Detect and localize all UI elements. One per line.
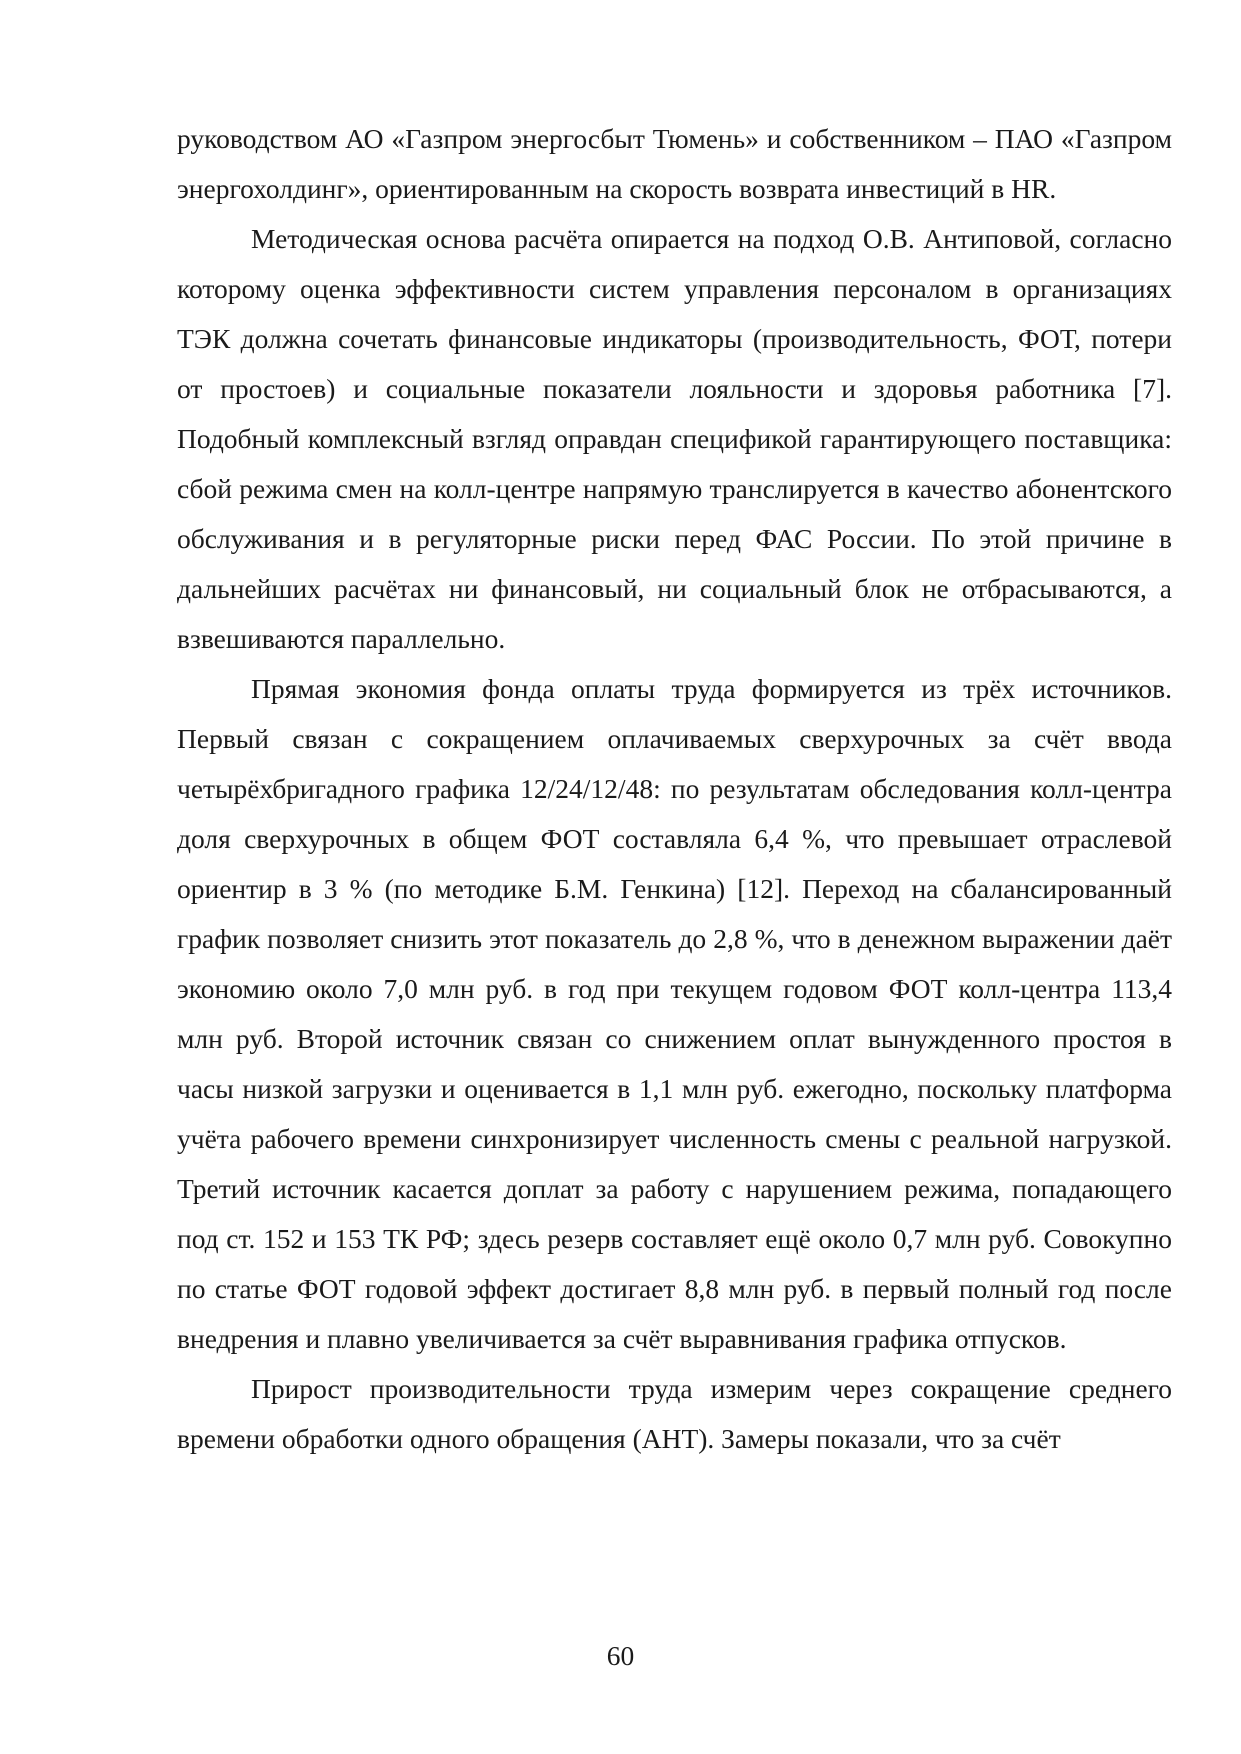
body-text	[177, 114, 1172, 1464]
paragraph-continuation: руководством АО «Газпром энергосбыт Тюмень» и собственником – ПАО «Газпром энергохолдинг», ориентированным на скорость возврата инвестиций в HR.	[177, 123, 1172, 204]
paragraph-methodology: Методическая основа расчёта опирается на подход О.В. Антиповой, согласно которому оценка эффективности систем управления персоналом в организациях ТЭК должна сочетать финансовые индикаторы (производительность, ФОТ, потери от простоев) и социальные показатели лояльности и здоровья работника [7]. Подобный комплексный взгляд оправдан спецификой гарантирующего поставщика: сбой режима смен на колл-центре напрямую транслируется в качество абонентского обслуживания и в регуляторные риски перед ФАС России. По этой причине в дальнейших расчётах ни финансовый, ни социальный блок не отбрасываются, а взвешиваются параллельно.	[177, 223, 1172, 654]
paragraph-productivity: Прирост производительности труда измерим через сокращение среднего времени обработки одного обращения (AHT). Замеры показали, что за счёт	[177, 1373, 1172, 1454]
paragraph-payroll-savings: Прямая экономия фонда оплаты труда формируется из трёх источников. Первый связан с сокращением оплачиваемых сверхурочных за счёт ввода четырёхбригадного графика 12/24/12/48: по результатам обследования колл-центра доля сверхурочных в общем ФОТ составляла 6,4 %, что превышает отраслевой ориентир в 3 % (по методике Б.М. Генкина) [12]. Переход на сбалансированный график позволяет снизить этот показатель до 2,8 %, что в денежном выражении даёт экономию около 7,0 млн руб. в год при текущем годовом ФОТ колл-центра 113,4 млн руб. Второй источник связан со снижением оплат вынужденного простоя в часы низкой загрузки и оценивается в 1,1 млн руб. ежегодно, поскольку платформа учёта рабочего времени синхронизирует численность смены с реальной нагрузкой. Третий источник касается доплат за работу с нарушением режима, попадающего под ст. 152 и 153 ТК РФ; здесь резерв составляет ещё около 0,7 млн руб. Совокупно по статье ФОТ годовой эффект достигает 8,8 млн руб. в первый полный год после внедрения и плавно увеличивается за счёт выравнивания графика отпусков.	[177, 673, 1172, 1354]
page-number: 60	[606, 1640, 635, 1671]
